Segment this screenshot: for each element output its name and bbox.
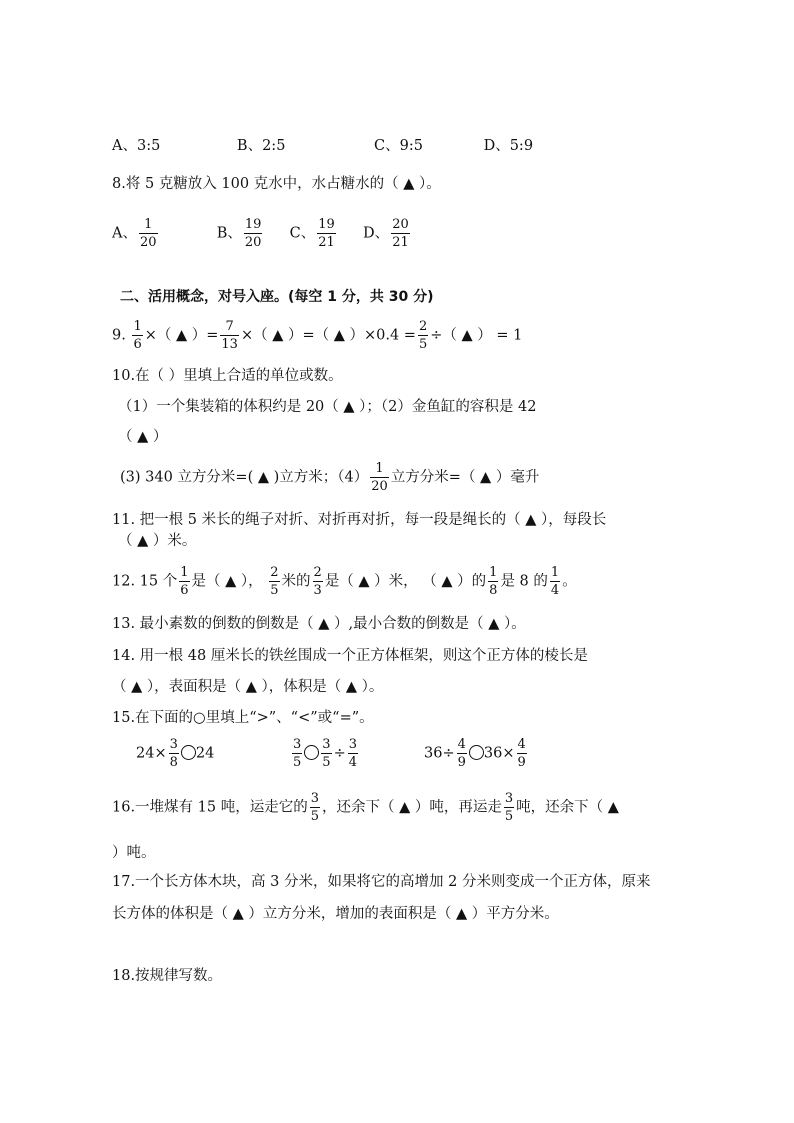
q12-text-d: 是（ ▲ ）米， （ ▲ ）的: [324, 573, 487, 590]
q7-option-a: A、3:5: [112, 138, 161, 154]
q8-stem: 8.将 5 克糖放入 100 克水中，水占糖水的（ ▲ ）。: [112, 176, 441, 192]
q15-expr-3-b: 36×: [483, 745, 515, 762]
q10-line-2: （ ▲ ）: [118, 429, 168, 445]
q15-expr-2-operator: ÷: [333, 745, 346, 762]
q15-expr-3-fraction-1: $\frac{4}{9}$: [457, 737, 466, 770]
q8-option-c-label: C、: [289, 225, 316, 242]
q11-line-2: （ ▲ ）米。: [118, 533, 197, 549]
q8-option-b-label: B、: [216, 225, 242, 242]
q9-fraction-2: $\frac{7}{13}$: [221, 319, 238, 352]
q12-text-b: 是（ ▲ ），: [191, 573, 268, 590]
q10-line-3-b: 立方分米=（ ▲ ）毫升: [390, 469, 540, 486]
q13: 13. 最小素数的倒数的倒数是（ ▲ ）,最小合数的倒数是（ ▲ ）。: [112, 616, 526, 632]
q16-line-1: [112, 792, 619, 823]
q10-fraction: $\frac{1}{20}$: [371, 461, 388, 494]
q16-fraction-2: $\frac{3}{5}$: [504, 791, 514, 824]
q10-line-3-a: (3) 340 立方分米=( ▲ )立方米；（4）: [120, 469, 369, 486]
q14-line-2: （ ▲ ），表面积是（ ▲ ），体积是（ ▲ ）。: [112, 679, 384, 695]
q9-text-1: ×（ ▲ ）=: [144, 327, 219, 344]
compare-circle[interactable]: [181, 745, 196, 760]
q15-expr-3-a: 36÷: [424, 745, 455, 762]
q9-fraction-1: $\frac{1}{6}$: [133, 319, 142, 352]
q7-options: [112, 136, 533, 156]
q15-expr-2-fraction-3: $\frac{3}{4}$: [348, 737, 357, 770]
compare-circle[interactable]: [469, 745, 484, 760]
q12-text-e: 是 8 的: [500, 573, 548, 590]
q12-text-a: 12. 15 个: [112, 573, 178, 590]
q10-line-3: [120, 462, 539, 493]
q7-option-b: B、2:5: [236, 138, 286, 154]
q8-option-a-label: A、: [112, 225, 137, 242]
q9-text-2: ×（ ▲ ）=（ ▲ ）×0.4 =: [240, 327, 416, 344]
q9-fraction-3: $\frac{2}{5}$: [418, 319, 428, 352]
compare-circle[interactable]: [304, 745, 319, 760]
q15-expr-3-fraction-2: $\frac{4}{9}$: [517, 737, 526, 770]
q16-text-a: 16.一堆煤有 15 吨，运走它的: [112, 799, 308, 816]
q15-expr-1: [136, 738, 214, 769]
q9-text-3: ÷（ ▲ ） = 1: [430, 327, 523, 344]
q12-fraction-4: $\frac{1}{8}$: [489, 565, 498, 598]
q12: [112, 566, 577, 597]
q16-fraction-1: $\frac{3}{5}$: [310, 791, 320, 824]
q12-text-c: 米的: [281, 573, 311, 590]
q15-expr-2-fraction-1: $\frac{3}{5}$: [293, 737, 302, 770]
q8-option-d-fraction: $\frac{20}{21}$: [392, 217, 409, 250]
q15-expr-3: [424, 738, 529, 769]
q9-number: 9.: [112, 327, 126, 344]
q15-expr-2-fraction-2: $\frac{3}{5}$: [322, 737, 331, 770]
q15-expr-1-fraction: $\frac{3}{8}$: [169, 737, 178, 770]
q11-line-1: 11. 把一根 5 米长的绳子对折、对折再对折，每一段是绳长的（ ▲ ），每段长: [112, 512, 607, 528]
q10-stem: 10.在（ ）里填上合适的单位或数。: [112, 368, 343, 384]
q16-line-2: ）吨。: [112, 845, 156, 861]
q15-expr-1-a: 24×: [136, 745, 167, 762]
q12-fraction-2: $\frac{2}{5}$: [270, 565, 279, 598]
q15-stem: 15.在下面的○里填上“>”、“<”或“=”。: [112, 710, 374, 726]
q16-text-b: ，还余下（ ▲ ）吨，再运走: [322, 799, 502, 816]
q8-option-d-label: D、: [363, 225, 390, 242]
q15-expr-2: [290, 738, 360, 769]
q9: [112, 320, 522, 351]
q14-line-1: 14. 用一根 48 厘米长的铁丝围成一个正方体框架，则这个正方体的棱长是: [112, 648, 588, 664]
q10-line-1: （1）一个集装箱的体积约是 20（ ▲ ）；（2）金鱼缸的容积是 42: [118, 399, 537, 415]
q8-option-b-fraction: $\frac{19}{20}$: [244, 217, 262, 250]
q8-option-a-fraction: $\frac{1}{20}$: [139, 217, 157, 250]
q7-option-c: C、9:5: [374, 138, 423, 154]
q12-fraction-5: $\frac{1}{4}$: [550, 565, 560, 598]
q8-option-c-fraction: $\frac{19}{21}$: [318, 217, 335, 250]
q12-fraction-1: $\frac{1}{6}$: [180, 565, 189, 598]
q18: 18.按规律写数。: [112, 968, 223, 984]
q15-expr-1-b: 24: [195, 745, 215, 762]
q17-line-1: 17.一个长方体木块，高 3 分米，如果将它的高增加 2 分米则变成一个正方体，原来: [112, 874, 651, 890]
q16-text-c: 吨，还余下（ ▲: [516, 799, 619, 816]
q17-line-2: 长方体的体积是（ ▲ ）立方分米，增加的表面积是（ ▲ ）平方分米。: [112, 906, 559, 922]
q12-text-f: 。: [562, 573, 577, 590]
q7-option-d: D、5:9: [483, 138, 534, 154]
q8-options: [112, 218, 412, 249]
q12-fraction-3: $\frac{2}{3}$: [313, 565, 322, 598]
section-title: 二、活用概念，对号入座。(每空 1 分，共 30 分): [120, 289, 434, 305]
